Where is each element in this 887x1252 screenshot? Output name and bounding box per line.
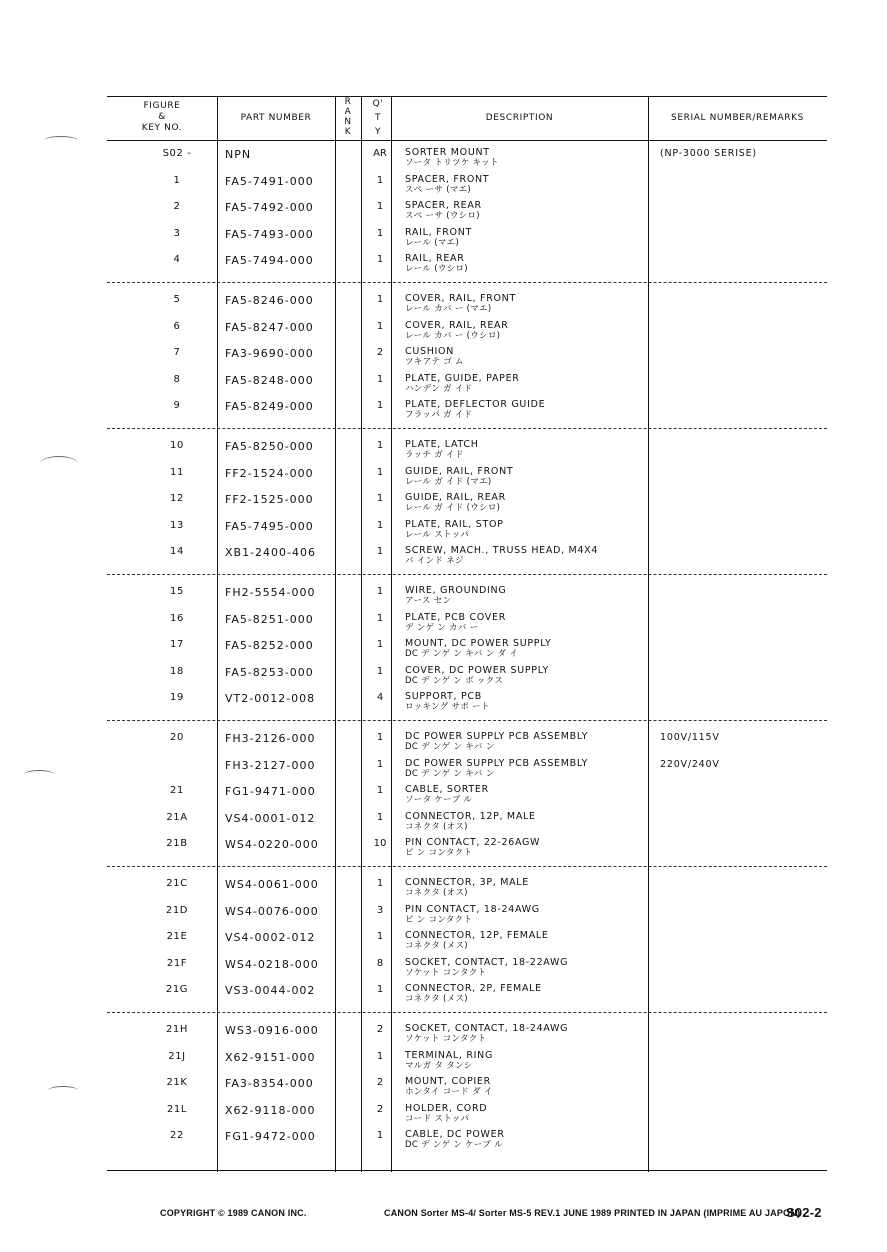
header-part-number: PART NUMBER bbox=[240, 113, 312, 123]
description bbox=[405, 984, 542, 1004]
description bbox=[405, 666, 549, 686]
description bbox=[405, 613, 506, 633]
table-row bbox=[107, 493, 827, 517]
description bbox=[405, 1104, 487, 1124]
table-row bbox=[107, 812, 827, 836]
table-row bbox=[107, 254, 827, 278]
description-en: CUSHION bbox=[405, 346, 455, 358]
group-separator bbox=[107, 428, 827, 429]
group-separator bbox=[107, 866, 827, 867]
quantity: 1 bbox=[376, 811, 384, 823]
description bbox=[405, 639, 551, 659]
table-row bbox=[107, 1051, 827, 1075]
table-row bbox=[107, 467, 827, 491]
quantity: 1 bbox=[376, 201, 384, 213]
description-en: CABLE, DC POWER bbox=[405, 1129, 505, 1141]
description-en: CONNECTOR, 12P, FEMALE bbox=[405, 930, 549, 942]
part-number: FA5-7493-000 bbox=[225, 227, 314, 241]
description-jp: スペ ーサ (マエ) bbox=[405, 184, 472, 195]
description-jp: フラッパ ガ イド bbox=[405, 410, 473, 421]
description-en: CABLE, SORTER bbox=[405, 784, 489, 796]
table-row bbox=[107, 1104, 827, 1128]
description-en: MOUNT, DC POWER SUPPLY bbox=[405, 638, 552, 650]
quantity: 1 bbox=[376, 1130, 384, 1142]
description-jp: レール ガ イド (ウシロ) bbox=[405, 503, 501, 514]
part-number: FA3-8354-000 bbox=[225, 1077, 314, 1091]
description bbox=[405, 586, 506, 606]
quantity: 2 bbox=[376, 1024, 384, 1035]
description bbox=[405, 759, 588, 779]
part-number: VS4-0001-012 bbox=[225, 811, 316, 825]
description-en: WIRE, GROUNDING bbox=[405, 585, 507, 596]
quantity: 1 bbox=[376, 758, 384, 770]
figure-key: 17 bbox=[170, 639, 184, 651]
quantity: 1 bbox=[376, 400, 384, 412]
part-number: FG1-9472-000 bbox=[225, 1130, 316, 1144]
quantity: 1 bbox=[376, 612, 384, 624]
part-number: WS4-0220-000 bbox=[225, 838, 319, 852]
description-en: PLATE, LATCH bbox=[405, 439, 479, 450]
description-en: PLATE, GUIDE, PAPER bbox=[405, 372, 520, 384]
part-number: FA5-8249-000 bbox=[225, 400, 314, 414]
description bbox=[405, 228, 472, 248]
group-separator bbox=[107, 1012, 827, 1013]
quantity: 2 bbox=[376, 1103, 384, 1115]
part-number: FA5-8247-000 bbox=[225, 320, 314, 334]
header-figure-line: KEY NO. bbox=[141, 123, 183, 133]
description-en: SUPPORT, PCB bbox=[405, 691, 482, 703]
description bbox=[405, 732, 588, 752]
description-jp: ソケット コンタクト bbox=[405, 967, 487, 978]
description bbox=[405, 493, 506, 513]
part-number: FA5-7494-000 bbox=[225, 254, 314, 268]
table-row bbox=[107, 148, 827, 172]
description-en: SORTER MOUNT bbox=[405, 147, 490, 158]
table-row bbox=[107, 931, 827, 955]
header-qty: Q' T Y bbox=[372, 99, 384, 137]
table-row bbox=[107, 228, 827, 252]
remarks: (NP-3000 SERISE) bbox=[660, 148, 757, 159]
quantity: 3 bbox=[376, 904, 384, 916]
table-row bbox=[107, 294, 827, 318]
description-en: COVER, RAIL, FRONT bbox=[405, 293, 516, 304]
quantity: 1 bbox=[376, 586, 384, 597]
description-en: HOLDER, CORD bbox=[405, 1102, 488, 1114]
description bbox=[405, 520, 504, 540]
description bbox=[405, 440, 479, 460]
part-number: WS3-0916-000 bbox=[225, 1024, 319, 1037]
description-jp: DC デ ンゲ ン キバ ン bbox=[405, 742, 495, 752]
part-number: WS4-0076-000 bbox=[225, 904, 319, 918]
table-row bbox=[107, 440, 827, 464]
description-jp: コネクタ (オス) bbox=[405, 888, 468, 898]
figure-key: 21F bbox=[166, 957, 188, 969]
description-en: COVER, RAIL, REAR bbox=[405, 319, 509, 331]
description bbox=[405, 148, 499, 168]
description-jp: DC デ ンゲ ン キバ ン bbox=[405, 768, 495, 779]
figure-key: 13 bbox=[170, 519, 184, 531]
description-jp: ソケット コンタクト bbox=[405, 1034, 487, 1044]
quantity: 1 bbox=[376, 466, 384, 478]
header-bottom-rule bbox=[107, 140, 827, 141]
binder-mark bbox=[44, 136, 78, 145]
footer-copyright: COPYRIGHT © 1989 CANON INC. bbox=[160, 1208, 307, 1218]
description bbox=[405, 931, 549, 951]
group-separator bbox=[107, 282, 827, 283]
part-number: FA5-8252-000 bbox=[225, 639, 314, 653]
group-separator bbox=[107, 720, 827, 721]
description bbox=[405, 785, 489, 805]
part-number: FA5-8248-000 bbox=[225, 373, 314, 387]
figure-key: 21B bbox=[166, 838, 188, 850]
description-en: SOCKET, CONTACT, 18-22AWG bbox=[405, 956, 569, 968]
table-row bbox=[107, 400, 827, 424]
description-jp: ピ ン コンタクト bbox=[405, 848, 473, 859]
description-jp: コネクタ (メス) bbox=[405, 994, 468, 1005]
description bbox=[405, 692, 490, 712]
description-en: DC POWER SUPPLY PCB ASSEMBLY bbox=[405, 757, 589, 769]
description bbox=[405, 546, 598, 566]
description bbox=[405, 905, 540, 925]
header-figure-line: FIGURE bbox=[143, 101, 181, 111]
quantity: 1 bbox=[376, 546, 384, 558]
description-en: PLATE, DEFLECTOR GUIDE bbox=[405, 399, 546, 411]
quantity: AR bbox=[373, 148, 387, 159]
figure-key: 21 bbox=[170, 785, 184, 797]
table-row bbox=[107, 1024, 827, 1048]
description bbox=[405, 467, 513, 487]
description-jp: レール ストッパ bbox=[405, 529, 470, 540]
description bbox=[405, 1024, 568, 1044]
quantity: 1 bbox=[376, 254, 384, 266]
header-figure-line: & bbox=[158, 112, 166, 122]
description-jp: レール ガ イド (マエ) bbox=[405, 476, 492, 487]
part-number: FF2-1525-000 bbox=[225, 493, 314, 507]
figure-key: 21K bbox=[166, 1077, 188, 1089]
description-jp: DC デ ンゲ ン ボ ックス bbox=[405, 675, 504, 686]
part-number: VS3-0044-002 bbox=[225, 984, 316, 998]
description-en: PIN CONTACT, 22-26AGW bbox=[405, 837, 541, 849]
figure-key: 20 bbox=[170, 732, 184, 743]
description-jp: ハンデン ガ イド bbox=[405, 383, 473, 394]
figure-key: 21A bbox=[166, 811, 188, 823]
table-row bbox=[107, 759, 827, 783]
part-number: VS4-0002-012 bbox=[225, 931, 316, 945]
remarks: 220V/240V bbox=[660, 758, 720, 770]
quantity: 1 bbox=[376, 984, 384, 996]
part-number: FA5-8251-000 bbox=[225, 612, 314, 626]
description-jp: ラッチ ガ イド bbox=[405, 450, 464, 460]
part-number: FH3-2127-000 bbox=[225, 758, 316, 772]
table-row bbox=[107, 520, 827, 544]
figure-key: 21L bbox=[166, 1103, 188, 1115]
header-rank: R A N K bbox=[344, 97, 352, 137]
description bbox=[405, 1077, 493, 1097]
description-en: MOUNT, COPIER bbox=[405, 1076, 491, 1088]
part-number: NPN bbox=[225, 148, 252, 161]
figure-key: 21G bbox=[165, 984, 189, 996]
quantity: 1 bbox=[376, 519, 384, 531]
description-en: GUIDE, RAIL, FRONT bbox=[405, 465, 514, 477]
description-jp: レール カバ ー (マエ) bbox=[405, 304, 492, 314]
description bbox=[405, 1051, 493, 1071]
description-jp: バ インド ネジ bbox=[405, 556, 464, 567]
table-row bbox=[107, 201, 827, 225]
description-en: COVER, DC POWER SUPPLY bbox=[405, 664, 549, 676]
table-row bbox=[107, 905, 827, 929]
quantity: 1 bbox=[376, 931, 384, 943]
part-number: X62-9151-000 bbox=[225, 1050, 316, 1064]
table-top-rule bbox=[107, 96, 827, 97]
quantity: 1 bbox=[376, 373, 384, 385]
description bbox=[405, 1130, 505, 1150]
header-remarks: SERIAL NUMBER/REMARKS bbox=[671, 113, 804, 123]
table-row bbox=[107, 1077, 827, 1101]
table-bottom-rule bbox=[107, 1170, 827, 1171]
description-jp: ソータ ケーブ ル bbox=[405, 795, 473, 806]
quantity: 1 bbox=[376, 493, 384, 505]
description-en: DC POWER SUPPLY PCB ASSEMBLY bbox=[405, 731, 589, 742]
description-en: CONNECTOR, 2P, FEMALE bbox=[405, 983, 542, 995]
figure-key: 3 bbox=[173, 227, 181, 239]
header-description: DESCRIPTION bbox=[485, 113, 554, 123]
quantity: 1 bbox=[376, 440, 384, 451]
description-en: SOCKET, CONTACT, 18-24AWG bbox=[405, 1023, 569, 1034]
group-separator bbox=[107, 574, 827, 575]
description bbox=[405, 878, 529, 898]
part-number: XB1-2400-406 bbox=[225, 546, 317, 560]
figure-key: 19 bbox=[170, 692, 184, 704]
description-jp: スペ ーサ (ウシロ) bbox=[405, 211, 480, 222]
description-jp: コネクタ (オス) bbox=[405, 821, 468, 832]
description-jp: アース セン bbox=[405, 596, 452, 606]
quantity: 1 bbox=[376, 227, 384, 239]
part-number: FH2-5554-000 bbox=[225, 586, 316, 599]
description bbox=[405, 958, 568, 978]
figure-key: 5 bbox=[173, 294, 181, 305]
binder-mark bbox=[24, 770, 54, 779]
figure-key: 18 bbox=[170, 665, 184, 677]
description bbox=[405, 374, 520, 394]
part-number: FA3-9690-000 bbox=[225, 347, 314, 361]
description-jp: DC デ ンゲ ン ケーブ ル bbox=[405, 1140, 503, 1151]
figure-key: 15 bbox=[170, 586, 184, 597]
figure-key: 1 bbox=[173, 174, 181, 186]
figure-key: 21J bbox=[168, 1050, 186, 1062]
description-en: RAIL, FRONT bbox=[405, 226, 473, 238]
footer-info: CANON Sorter MS-4/ Sorter MS-5 REV.1 JUNE 1989 PRINTED IN JAPAN (IMPRIME AU JAPON) bbox=[384, 1208, 801, 1218]
description bbox=[405, 812, 536, 832]
figure-key: 11 bbox=[170, 466, 184, 478]
table-row bbox=[107, 666, 827, 690]
table-row bbox=[107, 732, 827, 756]
quantity: 10 bbox=[373, 838, 387, 850]
table-row bbox=[107, 639, 827, 663]
table-row bbox=[107, 785, 827, 809]
table-row bbox=[107, 958, 827, 982]
description-en: SPACER, FRONT bbox=[405, 173, 490, 185]
figure-key: S02 - bbox=[162, 148, 192, 159]
figure-key: 6 bbox=[173, 320, 181, 332]
description bbox=[405, 347, 464, 367]
description-en: PIN CONTACT, 18-24AWG bbox=[405, 903, 540, 915]
quantity: 1 bbox=[376, 174, 384, 186]
description-jp: ロッキング サポ ート bbox=[405, 702, 490, 713]
description-jp: ソータ トリツケ キット bbox=[405, 158, 499, 168]
figure-key: 9 bbox=[173, 400, 181, 412]
binder-mark bbox=[48, 1086, 78, 1095]
table-row bbox=[107, 321, 827, 345]
description-en: GUIDE, RAIL, REAR bbox=[405, 492, 506, 504]
description-jp: コード ストッパ bbox=[405, 1113, 470, 1124]
figure-key: 7 bbox=[173, 347, 181, 359]
figure-key: 2 bbox=[173, 201, 181, 213]
part-number: WS4-0218-000 bbox=[225, 957, 319, 971]
part-number: VT2-0012-008 bbox=[225, 692, 316, 706]
description bbox=[405, 400, 545, 420]
description-en: CONNECTOR, 3P, MALE bbox=[405, 877, 529, 888]
description-jp: マルガ タ タンシ bbox=[405, 1060, 473, 1071]
table-row bbox=[107, 1130, 827, 1154]
quantity: 1 bbox=[376, 878, 384, 889]
description-jp: デ ンゲ ン カバ ー bbox=[405, 622, 479, 633]
description bbox=[405, 175, 489, 195]
figure-key: 21H bbox=[165, 1024, 189, 1035]
quantity: 2 bbox=[376, 347, 384, 359]
part-number: FA5-8246-000 bbox=[225, 294, 314, 307]
quantity: 4 bbox=[376, 692, 384, 704]
description-en: SCREW, MACH., TRUSS HEAD, M4X4 bbox=[405, 545, 599, 557]
description-en: PLATE, PCB COVER bbox=[405, 611, 506, 623]
description bbox=[405, 294, 516, 314]
description bbox=[405, 321, 509, 341]
figure-key: 22 bbox=[170, 1130, 184, 1142]
description bbox=[405, 254, 468, 274]
description bbox=[405, 838, 540, 858]
description-jp: ホンタイ コード ダ イ bbox=[405, 1087, 493, 1098]
table-row bbox=[107, 692, 827, 716]
table-row bbox=[107, 374, 827, 398]
part-number: FF2-1524-000 bbox=[225, 466, 314, 480]
part-number: FH3-2126-000 bbox=[225, 732, 316, 745]
remarks: 100V/115V bbox=[660, 732, 720, 743]
figure-key: 12 bbox=[170, 493, 184, 505]
part-number: FA5-8250-000 bbox=[225, 440, 314, 453]
description-jp: レール (マエ) bbox=[405, 237, 460, 248]
table-row bbox=[107, 347, 827, 371]
part-number: WS4-0061-000 bbox=[225, 878, 319, 891]
table-row bbox=[107, 586, 827, 610]
quantity: 1 bbox=[376, 732, 384, 743]
part-number: FA5-7495-000 bbox=[225, 519, 314, 533]
part-number: FA5-8253-000 bbox=[225, 665, 314, 679]
figure-key: 8 bbox=[173, 373, 181, 385]
quantity: 1 bbox=[376, 1050, 384, 1062]
part-number: X62-9118-000 bbox=[225, 1103, 316, 1117]
table-row bbox=[107, 175, 827, 199]
description-en: CONNECTOR, 12P, MALE bbox=[405, 810, 536, 822]
header-figure bbox=[107, 101, 217, 134]
description-jp: レール カバ ー (ウシロ) bbox=[405, 330, 501, 341]
table-row bbox=[107, 838, 827, 862]
quantity: 1 bbox=[376, 294, 384, 305]
figure-key: 14 bbox=[170, 546, 184, 558]
figure-key: 16 bbox=[170, 612, 184, 624]
binder-mark bbox=[40, 456, 78, 471]
part-number: FA5-7492-000 bbox=[225, 201, 314, 215]
description-en: SPACER, REAR bbox=[405, 200, 482, 212]
description bbox=[405, 201, 482, 221]
quantity: 2 bbox=[376, 1077, 384, 1089]
description-en: PLATE, RAIL, STOP bbox=[405, 518, 504, 530]
quantity: 8 bbox=[376, 957, 384, 969]
description-jp: レール (ウシロ) bbox=[405, 264, 468, 275]
description-en: RAIL, REAR bbox=[405, 253, 465, 265]
description-jp: ツキアテ ゴ ム bbox=[405, 357, 464, 368]
description-jp: ピ ン コンタクト bbox=[405, 914, 473, 925]
figure-key: 4 bbox=[173, 254, 181, 266]
figure-key: 10 bbox=[170, 440, 184, 451]
quantity: 1 bbox=[376, 665, 384, 677]
quantity: 1 bbox=[376, 785, 384, 797]
quantity: 1 bbox=[376, 320, 384, 332]
table-row bbox=[107, 546, 827, 570]
footer-page-number: S02-2 bbox=[786, 1205, 822, 1220]
figure-key: 21D bbox=[165, 904, 189, 916]
table-row bbox=[107, 613, 827, 637]
figure-key: 21E bbox=[166, 931, 188, 943]
table-row bbox=[107, 878, 827, 902]
description-jp: コネクタ (メス) bbox=[405, 941, 468, 952]
part-number: FA5-7491-000 bbox=[225, 174, 314, 188]
table-row bbox=[107, 984, 827, 1008]
description-en: TERMINAL, RING bbox=[405, 1049, 494, 1061]
figure-key: 21C bbox=[166, 878, 188, 889]
part-number: FG1-9471-000 bbox=[225, 785, 316, 799]
quantity: 1 bbox=[376, 639, 384, 651]
description-jp: DC デ ンゲ ン キバ ン ダ イ bbox=[405, 649, 519, 660]
